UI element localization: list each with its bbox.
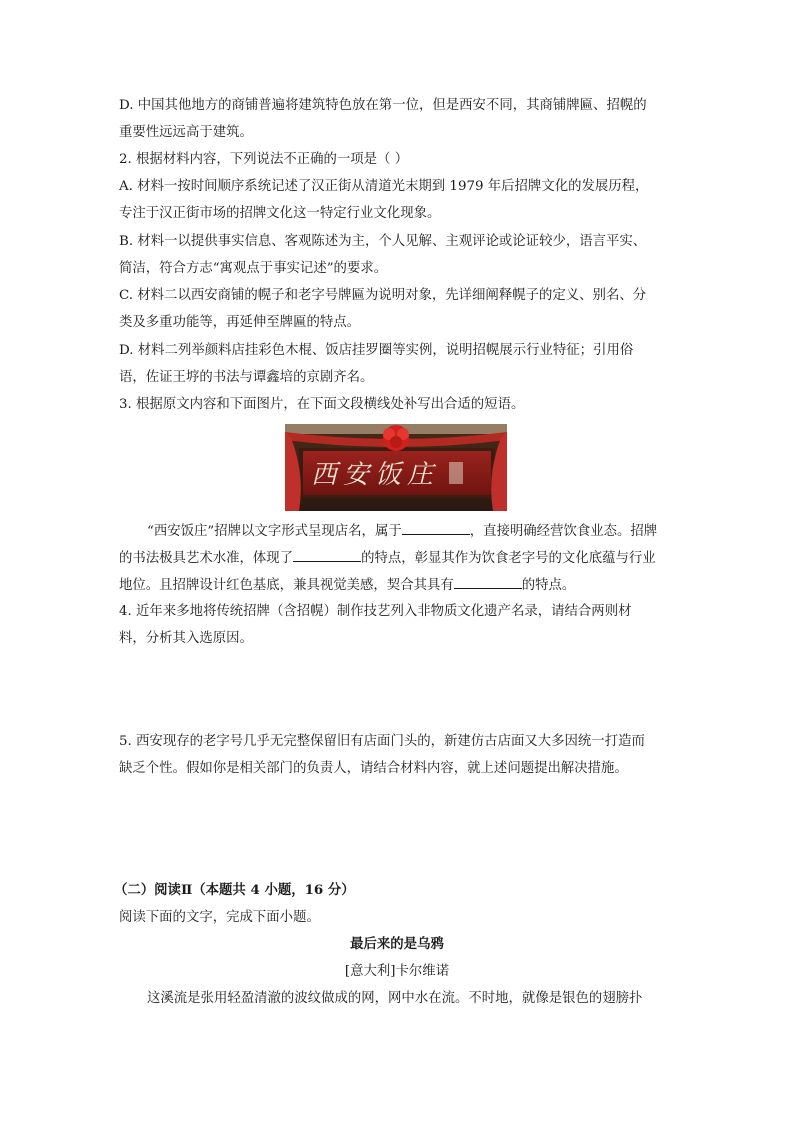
option-d-line2: 语，佐证王垿的书法与谭鑫培的京剧齐名。: [119, 370, 374, 385]
fill-text-3a: 地位。且招牌设计红色基底，兼具视觉美感，契合其具有: [119, 578, 454, 593]
option-b-line1: B. 材料一以提供事实信息、客观陈述为主，个人见解、主观评论或论证较少，语言平实、: [119, 234, 647, 249]
fill-text-2a: 的书法极具艺术水准，体现了: [119, 551, 294, 566]
red-bow-decoration: [383, 425, 409, 451]
fill-text-2b: 的特点，彰显其作为饮食老字号的文化底蕴与行业: [361, 551, 656, 566]
option-d-line1: D. 材料二列举颜料店挂彩色木棍、饭店挂罗圈等实例，说明招幌展示行业特征；引用俗: [119, 343, 634, 358]
section-heading: （二）阅读Ⅱ（本题共 4 小题，16 分）: [114, 882, 355, 898]
question-5-line2: 缺乏个性。假如你是相关部门的负责人，请结合材料内容，就上述问题提出解决措施。: [119, 761, 628, 776]
fill-in-paragraph-line3: [119, 576, 575, 594]
signboard-text: 西安饭庄: [311, 460, 440, 490]
option-d-q1-line2: 重要性远远高于建筑。: [119, 125, 253, 140]
article-title: 最后来的是乌鸦: [350, 936, 444, 952]
question-5-line1: 5. 西安现存的老字号几乎无完整保留旧有店面门头的，新建仿古店面又大多因统一打造而: [119, 734, 645, 749]
fill-text-1a: “西安饭庄”招牌以文字形式呈现店名，属于: [147, 524, 402, 539]
signboard-photo: [285, 424, 507, 511]
option-a-line2: 专注于汉正街市场的招牌文化这一特定行业文化现象。: [119, 206, 441, 221]
option-b-line2: 简洁，符合方志“寓观点于事实记述”的要求。: [119, 261, 388, 276]
fill-text-3b: 的特点。: [521, 578, 576, 593]
question-4-line2: 料，分析其入选原因。: [119, 631, 253, 646]
article-author: [意大利]卡尔维诺: [344, 964, 450, 979]
fill-text-1b: ，直接明确经营饮食业态。招牌: [469, 524, 658, 539]
fill-in-paragraph-line2: [119, 549, 656, 567]
reading-instruction: 阅读下面的文字，完成下面小题。: [119, 910, 320, 925]
blank-3[interactable]: [454, 576, 522, 589]
blank-2[interactable]: [293, 549, 361, 562]
question-2: 2. 根据材料内容，下列说法不正确的一项是（ ）: [119, 152, 409, 167]
question-4-line1: 4. 近年来多地将传统招牌（含招幌）制作技艺列入非物质文化遗产名录，请结合两则材: [119, 604, 632, 619]
blank-1[interactable]: [402, 522, 470, 535]
option-d-q1-line1: D. 中国其他地方的商铺普遍将建筑特色放在第一位，但是西安不同，其商铺牌匾、招幌的: [119, 98, 647, 113]
option-c-line2: 类及多重功能等，再延伸至牌匾的特点。: [119, 315, 361, 330]
option-a-line1: A. 材料一按时间顺序系统记述了汉正街从清道光末期到 1979 年后招牌文化的发展历程，: [119, 179, 649, 194]
fill-in-paragraph-line1: [147, 522, 657, 540]
option-c-line1: C. 材料二以西安商铺的幌子和老字号牌匾为说明对象，先详细阐释幌子的定义、别名、分: [119, 288, 647, 303]
signboard-illustration: [285, 424, 507, 511]
question-3: 3. 根据原文内容和下面图片，在下面文段横线处补写出合适的短语。: [119, 397, 525, 412]
article-first-line: 这溪流是张用轻盈清澈的波纹做成的网，网中水在流。不时地，就像是银色的翅膀扑: [147, 991, 643, 1006]
